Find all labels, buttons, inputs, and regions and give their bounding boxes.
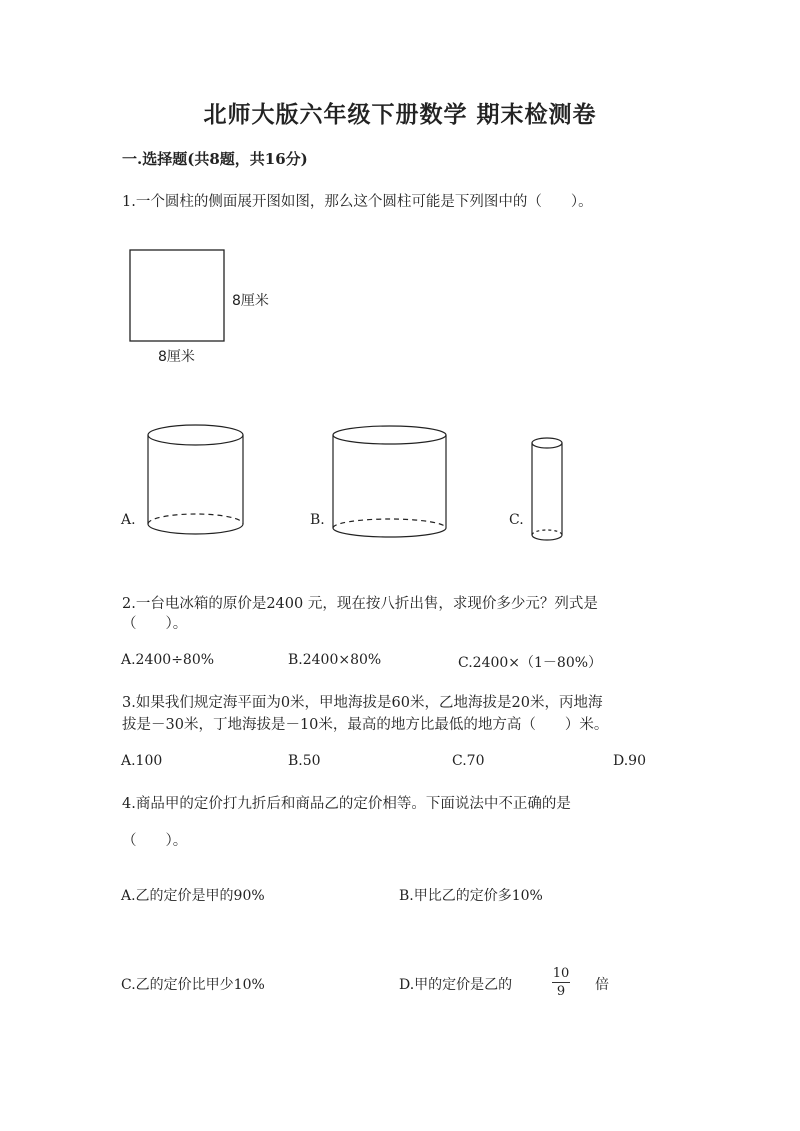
question-4-line-1: 4.商品甲的定价打九折后和商品乙的定价相等。下面说法中不正确的是	[122, 796, 571, 812]
q4-option-d-fraction	[552, 966, 570, 999]
option-c-label: C.	[509, 512, 524, 528]
question-2-line-2: （ ）。	[122, 616, 188, 632]
question-2-line-1: 2.一台电冰箱的原价是2400 元，现在按八折出售，求现价多少元？列式是	[122, 596, 598, 612]
cylinder-a	[148, 425, 243, 534]
q3-option-d: D.90	[613, 753, 646, 769]
question-1-text: 1.一个圆柱的侧面展开图如图，那么这个圆柱可能是下列图中的（ ）。	[122, 194, 593, 210]
q3-option-c: C.70	[452, 753, 485, 769]
q4-option-c: C.乙的定价比甲少10%	[121, 977, 265, 993]
q4-option-b: B.甲比乙的定价多10%	[399, 888, 543, 904]
q4-option-d-suffix: 倍	[595, 977, 609, 993]
fraction-denominator: 9	[556, 984, 566, 999]
square-net	[130, 250, 224, 341]
option-b-label: B.	[310, 512, 325, 528]
q3-option-b: B.50	[288, 753, 321, 769]
square-bottom-label: 8厘米	[158, 349, 195, 365]
question-3-line-1: 3.如果我们规定海平面为0米，甲地海拔是60米，乙地海拔是20米，丙地海	[122, 695, 603, 711]
q2-option-b: B.2400×80%	[288, 652, 382, 668]
cylinder-c	[532, 438, 562, 540]
page-title: 北师大版六年级下册数学 期末检测卷	[203, 101, 597, 128]
section-heading: 一.选择题(共8题，共16分)	[122, 150, 308, 168]
fraction-bar	[552, 982, 570, 983]
option-a-label: A.	[121, 512, 136, 528]
cylinder-b	[333, 426, 446, 537]
q2-option-c: C.2400×（1－80%）	[458, 655, 603, 671]
fraction-numerator: 10	[552, 966, 570, 981]
question-4-line-2: （ ）。	[122, 833, 188, 849]
q4-option-d: D.甲的定价是乙的	[399, 977, 513, 993]
q3-option-a: A.100	[121, 753, 163, 769]
square-side-label: 8厘米	[232, 293, 269, 309]
question-3-line-2: 拔是－30米，丁地海拔是－10米，最高的地方比最低的地方高（ ）米。	[122, 717, 609, 733]
q4-option-a: A.乙的定价是甲的90%	[121, 888, 265, 904]
q2-option-a: A.2400÷80%	[121, 652, 215, 668]
